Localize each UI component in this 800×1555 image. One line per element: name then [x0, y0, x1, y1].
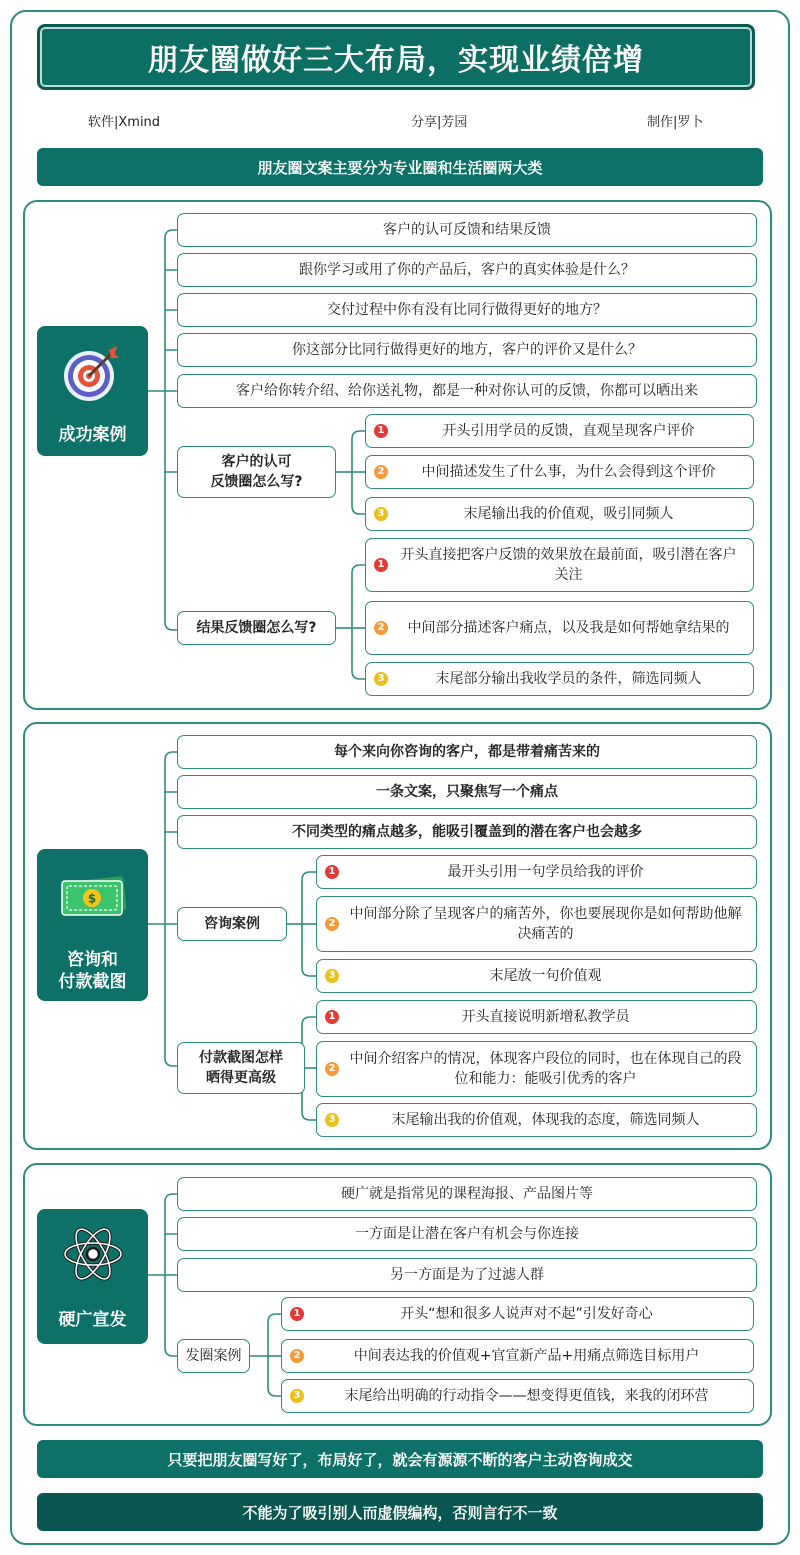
category-hard-ads: [37, 1209, 148, 1344]
step-item: [365, 662, 754, 696]
marker-1-icon: 1: [325, 1010, 339, 1024]
point-item: 不同类型的痛点越多，能吸引覆盖到的潜在客户也会越多: [177, 815, 757, 849]
credit-maker: 制作|罗卜: [647, 115, 704, 130]
category-consult-payment: [37, 849, 148, 1001]
svg-text:$: $: [87, 891, 96, 906]
point-item: 你这部分比同行做得更好的地方，客户的评价又是什么？: [177, 333, 757, 367]
marker-3-icon: 3: [374, 672, 388, 686]
subtopic-payment-screenshot: 付款截图怎样 晒得更高级: [177, 1042, 305, 1094]
step-text: 中间部分除了呈现客户的痛苦外，你也要展现你是如何帮助他解决痛苦的: [349, 906, 742, 942]
step-text: 中间部分描述客户痛点，以及我是如何帮她拿结果的: [407, 620, 730, 636]
point-item: 客户给你转介绍、给你送礼物，都是一种对你认可的反馈，你都可以晒出来: [177, 374, 757, 408]
credit-share: 分享|芳园: [411, 115, 468, 130]
subtopic-result-feedback: 结果反馈圈怎么写?: [177, 611, 336, 645]
subtopic-consult-case: 咨询案例: [177, 907, 287, 941]
step-text: 末尾输出我的价值观，体现我的态度，筛选同频人: [391, 1112, 700, 1128]
step-item: [365, 414, 754, 448]
marker-2-icon: 2: [374, 621, 388, 635]
target-icon: [37, 340, 148, 404]
point-item: 硬广就是指常见的课程海报、产品图片等: [177, 1177, 757, 1211]
subtopic-post-case: 发圈案例: [177, 1339, 250, 1373]
marker-3-icon: 3: [290, 1389, 304, 1403]
step-text: 末尾输出我的价值观，吸引同频人: [463, 506, 674, 522]
step-text: 末尾放一句价值观: [489, 968, 602, 984]
point-item: 每个来向你咨询的客户，都是带着痛苦来的: [177, 735, 757, 769]
point-item: 跟你学习或用了你的产品后，客户的真实体验是什么？: [177, 253, 757, 287]
category-label: 成功案例: [58, 425, 127, 445]
subtopic-approval-feedback: 客户的认可 反馈圈怎么写?: [177, 446, 336, 498]
credit-software: 软件|Xmind: [88, 115, 161, 130]
step-item: [365, 497, 754, 531]
intro-banner: 朋友圈文案主要分为专业圈和生活圈两大类: [37, 148, 763, 186]
marker-1-icon: 1: [374, 558, 388, 572]
marker-3-icon: 3: [325, 969, 339, 983]
category-success-cases: [37, 326, 148, 456]
step-item: [316, 1000, 757, 1034]
marker-2-icon: 2: [325, 917, 339, 931]
marker-3-icon: 3: [325, 1113, 339, 1127]
footer-banner-warning: 不能为了吸引别人而虚假编构，否则言行不一致: [37, 1493, 763, 1531]
step-item: [316, 896, 757, 952]
step-text: 中间介绍客户的情况，体现客户段位的同时，也在体现自己的段位和能力：能吸引优秀的客户: [349, 1051, 742, 1087]
step-item: [316, 855, 757, 889]
step-text: 开头直接把客户反馈的效果放在最前面，吸引潜在客户关注: [400, 547, 737, 583]
step-item: [316, 1103, 757, 1137]
step-text: 末尾给出明确的行动指令——想变得更值钱，来我的闭环营: [344, 1388, 709, 1404]
marker-2-icon: 2: [290, 1349, 304, 1363]
step-item: [365, 601, 754, 655]
step-item: [365, 538, 754, 592]
step-text: 末尾部分输出我收学员的条件，筛选同频人: [435, 671, 702, 687]
page-title: 朋友圈做好三大布局，实现业绩倍增: [37, 24, 755, 90]
step-text: 开头直接说明新增私教学员: [461, 1009, 630, 1025]
marker-3-icon: 3: [374, 507, 388, 521]
point-item: 一方面是让潜在客户有机会与你连接: [177, 1217, 757, 1251]
atom-icon: [37, 1221, 148, 1287]
step-item: [281, 1297, 754, 1331]
step-text: 中间描述发生了什么事，为什么会得到这个评价: [421, 464, 716, 480]
category-label: 咨询和 付款截图: [58, 950, 127, 992]
marker-1-icon: 1: [325, 865, 339, 879]
point-item: 客户的认可反馈和结果反馈: [177, 213, 757, 247]
point-item: 一条文案，只聚焦写一个痛点: [177, 775, 757, 809]
marker-1-icon: 1: [290, 1307, 304, 1321]
step-item: [281, 1339, 754, 1373]
step-text: 最开头引用一句学员给我的评价: [447, 864, 644, 880]
marker-2-icon: 2: [325, 1062, 339, 1076]
point-item: 交付过程中你有没有比同行做得更好的地方？: [177, 293, 757, 327]
marker-1-icon: 1: [374, 424, 388, 438]
marker-2-icon: 2: [374, 465, 388, 479]
step-text: 开头引用学员的反馈，直观呈现客户评价: [442, 423, 695, 439]
category-label: 硬广宣发: [58, 1310, 127, 1330]
step-text: 中间表达我的价值观+官宣新产品+用痛点筛选目标用户: [353, 1348, 700, 1364]
cash-icon: [37, 873, 148, 919]
footer-banner-summary: 只要把朋友圈写好了，布局好了，就会有源源不断的客户主动咨询成交: [37, 1440, 763, 1478]
step-text: 开头“想和很多人说声对不起”引发好奇心: [400, 1306, 653, 1322]
step-item: [316, 1041, 757, 1097]
step-item: [281, 1379, 754, 1413]
step-item: [316, 959, 757, 993]
step-item: [365, 455, 754, 489]
point-item: 另一方面是为了过滤人群: [177, 1258, 757, 1292]
